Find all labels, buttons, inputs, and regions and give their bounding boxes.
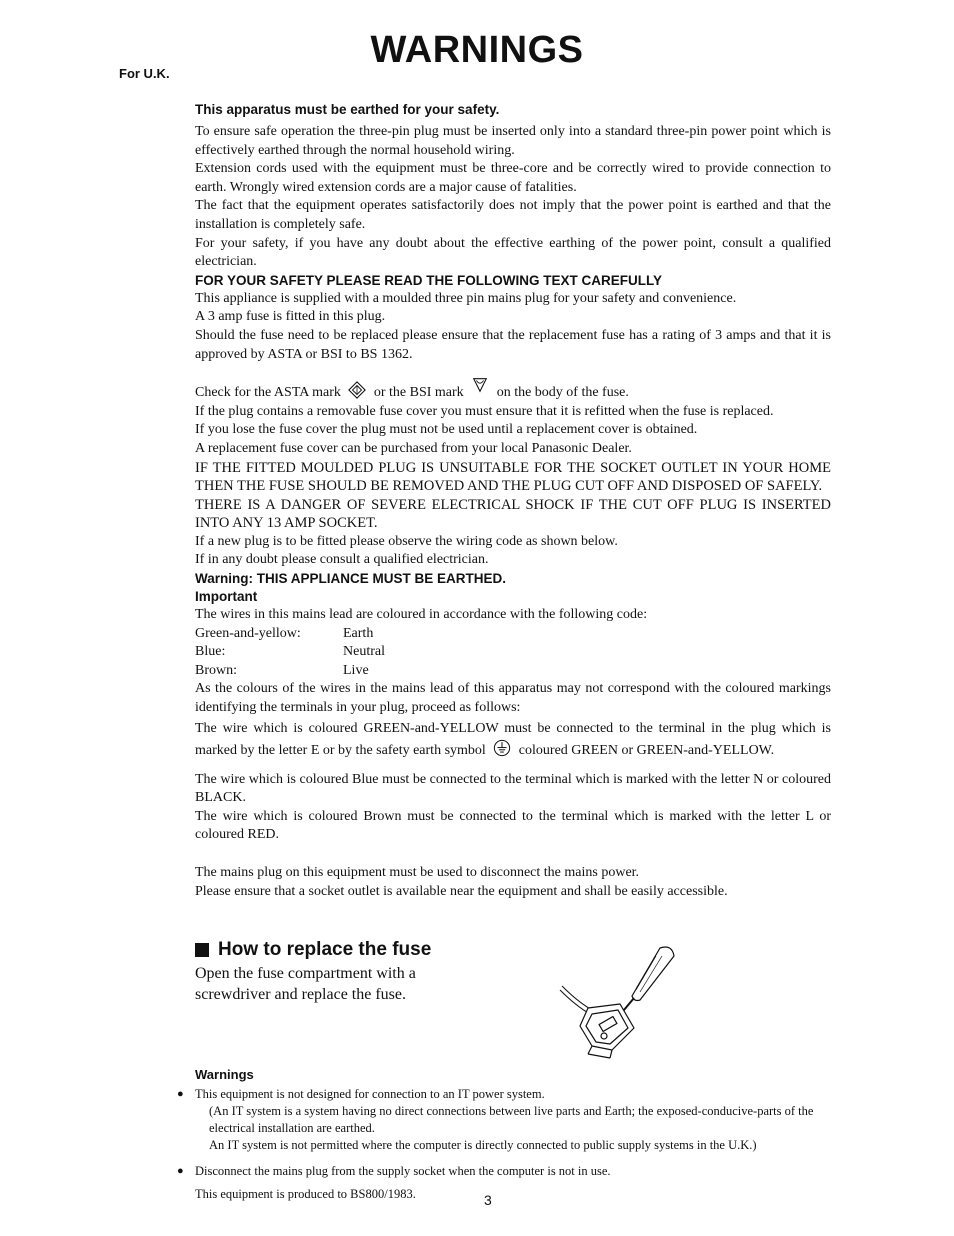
warnings-heading: Warnings (195, 1067, 254, 1082)
safety-paragraph: Should the fuse need to be replaced please ensure that the replacement fuse has a rating of 3 amps and that it is approved by ASTA or BSI to BS 1362. (195, 327, 831, 362)
safety-paragraph: If the plug contains a removable fuse cover you must ensure that it is refitted when the fuse is replaced. (195, 403, 774, 419)
bullet-icon: ● (177, 1088, 184, 1100)
asta-mark-icon (348, 381, 366, 399)
warning-item-text: This equipment is not designed for connection to an IT power system. (195, 1087, 545, 1101)
section-square-icon (195, 943, 209, 957)
safety-paragraph: A replacement fuse cover can be purchased from your local Panasonic Dealer. (195, 440, 632, 456)
main-content (195, 101, 831, 901)
warnings-section (177, 1066, 831, 1180)
safety-paragraph: If in any doubt please consult a qualified electrician. (195, 552, 489, 568)
earthing-heading: This apparatus must be earthed for your safety. (195, 102, 500, 117)
earthing-paragraph: Extension cords used with the equipment must be three-core and be correctly wired to provide connection to earth. Wrongly wired extension cords are a major cause of fatalities. (195, 161, 831, 195)
warnings-list (177, 1086, 831, 1180)
safety-paragraph: This appliance is supplied with a moulded three pin mains plug for your safety and convenience. (195, 290, 737, 306)
check-text-1: Check for the ASTA mark (195, 385, 341, 401)
wire-colour: Green-and-yellow: (195, 625, 301, 641)
fuse-instructions: Open the fuse compartment with a screwdriver and replace the fuse. (195, 965, 416, 1003)
region-label: For U.K. (119, 66, 170, 81)
bsi-kitemark-icon (471, 376, 489, 394)
wire-meaning: Earth (343, 625, 374, 641)
wire-meaning: Live (343, 662, 369, 678)
green-yellow-paragraph (195, 718, 831, 761)
socket-paragraph: Please ensure that a socket outlet is available near the equipment and shall be easily accessible. (195, 883, 728, 899)
important-heading: Important (195, 589, 258, 605)
page-title: WARNINGS (370, 29, 584, 71)
check-text-3: on the body of the fuse. (496, 385, 629, 401)
fuse-section-heading (195, 939, 431, 961)
fuse-mark-check (195, 376, 831, 403)
earthing-paragraph: For your safety, if you have any doubt about the effective earthing of the power point, consult a qualified electrician. (195, 235, 831, 270)
green-text-1: The wire which is coloured GREEN-and-YELLOW must be connected to the terminal in the plug which is marked by the letter E or by the safety earth symbol (195, 720, 831, 758)
plug-screwdriver-illustration (548, 942, 678, 1062)
earthed-warning-heading: Warning: THIS APPLIANCE MUST BE EARTHED. (195, 571, 507, 587)
fuse-heading-text: How to replace the fuse (218, 939, 432, 960)
blue-wire-paragraph: The wire which is coloured Blue must be connected to the terminal which is marked with the letter N or coloured BLACK. (195, 771, 831, 806)
wire-row (195, 662, 831, 681)
check-text-2: or the BSI mark (373, 385, 464, 401)
warning-item-note: (An IT system is a system having no direct connections between live parts and Earth; the exposed-conducive-parts of the electrical installation are earthed. (209, 1104, 814, 1135)
wire-meaning: Neutral (343, 644, 385, 660)
wire-code-intro: The wires in this mains lead are coloured in accordance with the following code: (195, 607, 648, 623)
bullet-icon: ● (177, 1165, 184, 1177)
safety-paragraph: A 3 amp fuse is fitted in this plug. (195, 309, 386, 325)
earthing-paragraph: The fact that the equipment operates satisfactorily does not imply that the power point is earthed and that the installation is completely safe. (195, 198, 831, 232)
earth-symbol-icon (493, 739, 511, 757)
brown-wire-paragraph: The wire which is coloured Brown must be connected to the terminal which is marked with the letter L or coloured RED. (195, 808, 831, 843)
footer-note: This equipment is produced to BS800/1983. (195, 1187, 416, 1201)
warning-item-note: An IT system is not permitted where the computer is directly connected to public supply systems in the U.K.) (209, 1138, 757, 1152)
wire-colour: Brown: (195, 662, 237, 678)
green-text-2: coloured GREEN or GREEN-and-YELLOW. (518, 742, 775, 758)
warning-item-text: Disconnect the mains plug from the supply socket when the computer is not in use. (195, 1164, 611, 1178)
disconnect-paragraph: The mains plug on this equipment must be used to disconnect the mains power. (195, 865, 640, 880)
wire-row (195, 625, 831, 644)
earthing-paragraph: To ensure safe operation the three-pin plug must be inserted only into a standard three-pin power point which is effectively earthed through the normal household wiring. (195, 124, 831, 158)
safety-heading: FOR YOUR SAFETY PLEASE READ THE FOLLOWING TEXT CAREFULLY (195, 272, 663, 288)
caps-warning: IF THE FITTED MOULDED PLUG IS UNSUITABLE FOR THE SOCKET OUTLET IN YOUR HOME THEN THE FUSE SHOULD BE REMOVED AND THE PLUG CUT OFF AND DISPOSED OF SAFELY. (195, 459, 831, 495)
caps-warning: THERE IS A DANGER OF SEVERE ELECTRICAL SHOCK IF THE CUT OFF PLUG IS INSERTED INTO ANY 13 AMP SOCKET. (195, 496, 831, 532)
wire-colour: Blue: (195, 644, 226, 660)
list-item (177, 1086, 831, 1103)
list-item (177, 1163, 831, 1180)
safety-paragraph: If a new plug is to be fitted please observe the wiring code as shown below. (195, 533, 618, 549)
page-number: 3 (484, 1192, 492, 1208)
mismatch-paragraph: As the colours of the wires in the mains lead of this apparatus may not correspond with the coloured markings identifying the terminals in your plug, proceed as follows: (195, 681, 831, 716)
wire-row (195, 643, 831, 662)
safety-paragraph: If you lose the fuse cover the plug must not be used until a replacement cover is obtained. (195, 422, 698, 438)
